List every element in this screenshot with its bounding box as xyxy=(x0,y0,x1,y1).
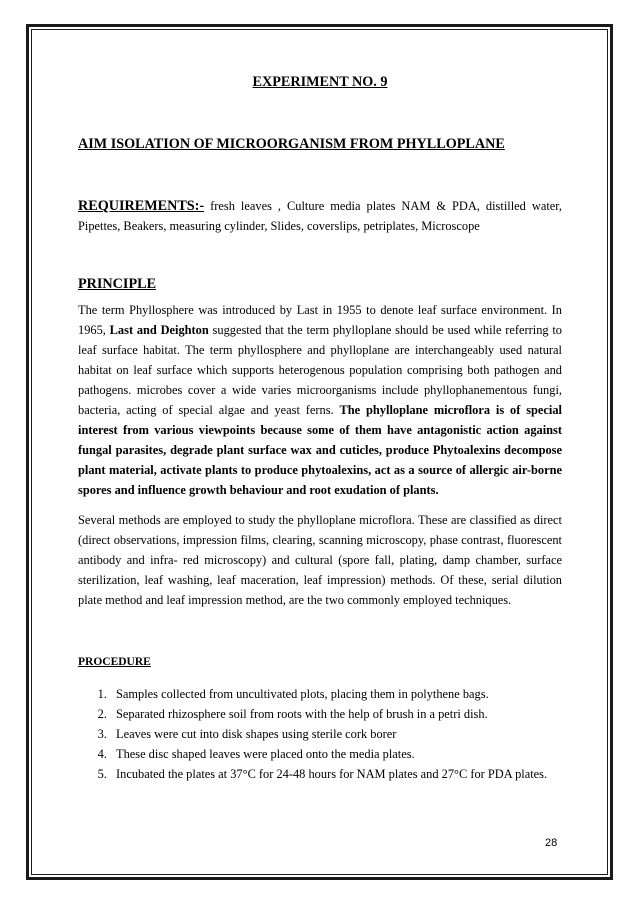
requirements-text: fresh leaves , Culture media plates NAM & PDA, distilled water, Pipettes, Beakers, measuring cylinder, Slides, coverslips, petriplates, Microscope xyxy=(78,199,562,233)
procedure-step: 2. Separated rhizosphere soil from roots with the help of brush in a petri dish. xyxy=(110,704,562,724)
procedure-step: 1. Samples collected from uncultivated plots, placing them in polythene bags. xyxy=(110,684,562,704)
principle-paragraph-2: Several methods are employed to study the phylloplane microflora. These are classified as direct (direct observations, impression films, clearing, scanning microscopy, phase contrast, fluorescent antibody and infra- red microscopy) and cultural (spore fall, plating, damp chamber, surface sterilization, leaf washing, leaf maceration, leaf impression) methods. Of these, serial dilution plate method and leaf impression method, are the two commonly employed techniques. xyxy=(78,513,562,607)
aim-heading: AIM ISOLATION OF MICROORGANISM FROM PHYLLOPLANE xyxy=(78,136,505,152)
document-content xyxy=(78,72,562,784)
principle-text-bold-names: Last and Deighton xyxy=(109,323,209,337)
principle-paragraph-1 xyxy=(78,300,562,500)
page-number: 28 xyxy=(545,837,558,849)
principle-text-c: suggested that the term phylloplane should be used while referring to leaf surface habitat. The term phyllosphere and phylloplane are interchangeably used natural habitat on leaf surface which supports heterogenous population comprising both pathogen and pathogens. microbes cover a wide varies microorganisms include phyllophanementous fungi, bacteria, acting of special algae and yeast ferns. xyxy=(78,323,562,417)
procedure-step: 3. Leaves were cut into disk shapes using sterile cork borer xyxy=(110,724,562,744)
requirements-paragraph xyxy=(78,196,562,236)
procedure-heading: PROCEDURE xyxy=(78,656,151,668)
procedure-steps-list xyxy=(78,684,562,784)
principle-text-bold: The phylloplane microflora is of special interest from various viewpoints because some of them have antagonistic action against fungal parasites, degrade plant surface wax and cuticles, produce Phytoalexins decompose plant material, activate plants to produce phytoalexins, act as a source of allergic air-borne spores and influence growth behaviour and root exudation of plants. xyxy=(78,403,563,497)
experiment-title: EXPERIMENT NO. 9 xyxy=(252,74,388,90)
principle-text-a: The term Phyllosphere was introduced by Last in 1955 to denote leaf surface environment. In 1965, xyxy=(78,303,562,337)
procedure-step: 4. These disc shaped leaves were placed onto the media plates. xyxy=(110,744,562,764)
procedure-step: 5. Incubated the plates at 37°C for 24-48 hours for NAM plates and 27°C for PDA plates. xyxy=(110,764,562,784)
principle-heading: PRINCIPLE xyxy=(78,276,157,292)
requirements-label: REQUIREMENTS:- xyxy=(78,198,205,214)
